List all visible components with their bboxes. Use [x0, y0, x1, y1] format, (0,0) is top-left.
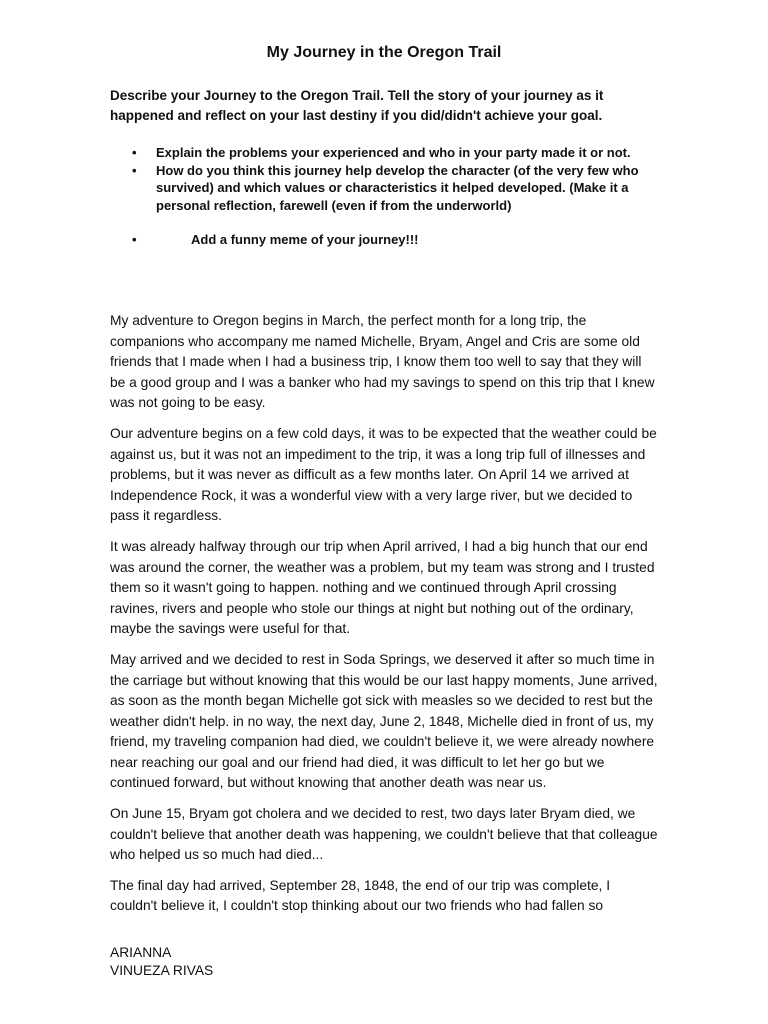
bullet-item-1: [110, 144, 670, 162]
assignment-prompt: Describe your Journey to the Oregon Trail. Tell the story of your journey as it happened and reflect on your last destiny if you did/didn't achieve your goal.: [110, 88, 604, 123]
essay-paragraph-1: My adventure to Oregon begins in March, the perfect month for a long trip, the companions who accompany me named Michelle, Bryam, Angel and Cris are some old friends that I made when I had a business trip, I know them too well to say that they will be a good group and I was a banker who had my savings to spend on this trip that I knew was not going to be easy.: [110, 313, 655, 411]
essay-body: [110, 311, 658, 927]
author-name: [110, 944, 213, 980]
bullet-text-3: Add a funny meme of your journey!!!: [191, 232, 419, 247]
bullet-dot: •: [132, 145, 137, 160]
essay-paragraph-3: It was already halfway through our trip when April arrived, I had a big hunch that our end was around the corner, the weather was a problem, but my team was strong and I trusted them so it wasn't going to happen. nothing and we continued through April crossing ravines, rivers and people who stole our things at night but nothing out of the ordinary, maybe the savings were useful for that.: [110, 538, 655, 637]
essay-paragraph-2: Our adventure begins on a few cold days, it was to be expected that the weather could be against us, but it was not an impediment to the trip, it was a long trip full of illnesses and problems, but it was never as difficult as a few months later. On April 14 we arrived at Independence Rock, it was a wonderful view with a very large river, but we decided to pass it regardless.: [110, 425, 657, 524]
essay-paragraph-5: On June 15, Bryam got cholera and we decided to rest, two days later Bryam died, we couldn't believe that another death was happening, we couldn't believe that that colleague who helped us so much had died...: [110, 806, 658, 863]
bullet-item-2: [110, 162, 670, 215]
document-title: My Journey in the Oregon Trail: [266, 44, 502, 61]
author-last-name: VINUEZA RIVAS: [110, 963, 214, 978]
bullet-dot: •: [132, 232, 137, 247]
essay-paragraph-6: The final day had arrived, September 28, 1848, the end of our trip was complete, I couldn't believe it, I couldn't stop thinking about our two friends who had fallen so: [110, 877, 611, 914]
bullet-dot: •: [132, 162, 137, 178]
assignment-bullet-list: [110, 144, 670, 249]
bullet-text-1: Explain the problems your experienced and who in your party made it or not.: [156, 145, 631, 160]
bullet-text-2: How do you think this journey help develop the character (of the very few who survived) and which values or characteristics it helped developed. (Make it a personal reflection, farewell (even if from the underworld): [156, 162, 639, 213]
essay-paragraph-4: May arrived and we decided to rest in Soda Springs, we deserved it after so much time in the carriage but without knowing that this would be our last happy moments, June arrived, as soon as the month began Michelle got sick with measles so we decided to rest but the weather didn't help. in no way, the next day, June 2, 1848, Michelle died in front of us, my friend, my traveling companion had died, we couldn't believe it, we were already nowhere near reaching our goal and our friend had died, it was difficult to let her go but we continued forward, but without knowing that another death was near us.: [110, 651, 658, 791]
bullet-item-3: [110, 231, 670, 249]
author-first-name: ARIANNA: [110, 945, 172, 960]
